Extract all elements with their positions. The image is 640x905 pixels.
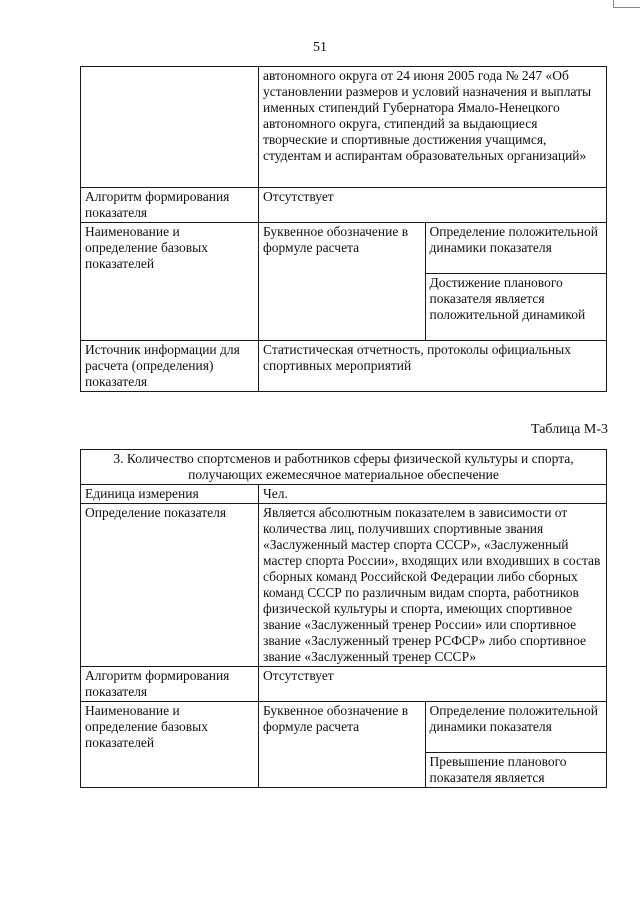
empty-label-cell bbox=[81, 67, 259, 188]
base-indicators-subtable bbox=[259, 702, 606, 787]
continuation-text: автономного округа от 24 июня 2005 года № 247 «Об установлении размеров и условий назначения и выплаты именных стипендий Губернатора Ямало-Ненецкого автономного округа, стипендий за выдающиеся творческие и спортивные достижения учащимся, студентам и аспирантам образовательных организаций» bbox=[259, 67, 607, 188]
table-row bbox=[81, 450, 607, 485]
row-value: Статистическая отчетность, протоколы официальных спортивных мероприятий bbox=[259, 341, 607, 392]
table-row bbox=[81, 504, 607, 667]
table-row bbox=[81, 341, 607, 392]
definition-item: Определение положительной динамики показателя bbox=[425, 223, 606, 274]
definition-item: Определение положительной динамики показателя bbox=[425, 702, 606, 753]
row-label: Алгоритм формирования показателя bbox=[81, 188, 259, 223]
symbol-label: Буквенное обозначение в формуле расчета bbox=[263, 703, 409, 734]
scan-corner-mark bbox=[613, 0, 640, 8]
row-label: Единица измерения bbox=[81, 485, 259, 504]
row-value: Чел. bbox=[259, 485, 607, 504]
table-row bbox=[81, 223, 607, 341]
base-indicators-subtable bbox=[259, 223, 606, 340]
table-row bbox=[81, 667, 607, 702]
definition-item: Превышение планового показателя является bbox=[425, 753, 606, 788]
table-row bbox=[81, 702, 607, 788]
table-title: 3. Количество спортсменов и работников сферы физической культуры и спорта, получающих ежемесячное материальное обеспечение bbox=[81, 450, 607, 485]
table-row bbox=[81, 67, 607, 188]
row-value: Отсутствует bbox=[259, 188, 607, 223]
symbol-label: Буквенное обозначение в формуле расчета bbox=[263, 224, 409, 255]
base-indicators-cell bbox=[259, 702, 607, 788]
page-number: 51 bbox=[313, 40, 327, 55]
indicator-table-continued bbox=[80, 66, 607, 392]
row-label: Наименование и определение базовых показателей bbox=[81, 223, 259, 341]
row-label: Наименование и определение базовых показателей bbox=[81, 702, 259, 788]
indicator-table-m3 bbox=[80, 449, 607, 788]
base-indicators-cell bbox=[259, 223, 607, 341]
table-caption: Таблица М-3 bbox=[531, 422, 608, 437]
row-value: Отсутствует bbox=[259, 667, 607, 702]
table-row bbox=[81, 188, 607, 223]
row-label: Алгоритм формирования показателя bbox=[81, 667, 259, 702]
row-value: Является абсолютным показателем в зависимости от количества лиц, получивших спортивные звания «Заслуженный мастер спорта СССР», «Заслуженный мастер спорта России», входящих или входивших в состав сборных команд Российской Федерации либо сборных команд СССР по различным видам спорта, работников физической культуры и спорта, имеющих спортивное звание «Заслуженный тренер России» или спортивное звание «Заслуженный тренер РСФСР» либо спортивное звание «Заслуженный тренер СССР» bbox=[259, 504, 607, 667]
row-label: Источник информации для расчета (определения) показателя bbox=[81, 341, 259, 392]
row-label: Определение показателя bbox=[81, 504, 259, 667]
definition-item: Достижение планового показателя является положительной динамикой bbox=[425, 274, 606, 341]
table-row bbox=[81, 485, 607, 504]
